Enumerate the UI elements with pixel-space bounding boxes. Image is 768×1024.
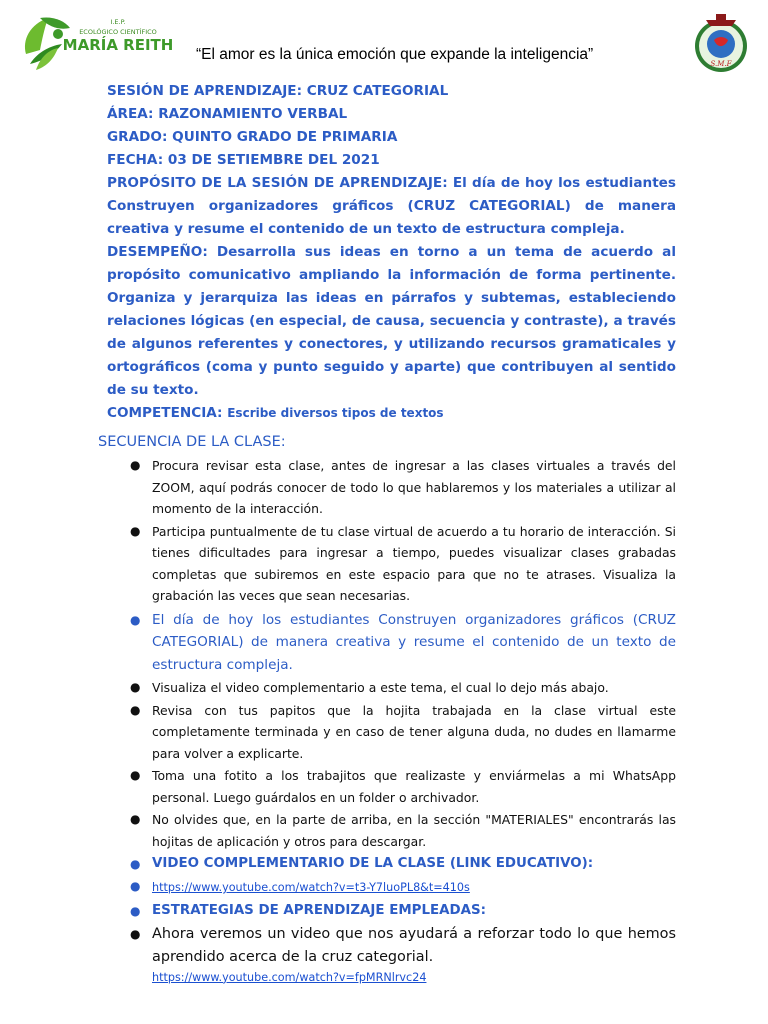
session-info xyxy=(107,80,676,425)
bullet-icon: ● xyxy=(130,879,141,893)
grade-line: GRADO: QUINTO GRADO DE PRIMARIA xyxy=(107,129,398,145)
school-logo xyxy=(18,10,198,72)
item-text: Procura revisar esta clase, antes de ingresar a las clases virtuales a través del ZOOM, aquí podrás conocer de todo lo que hablaremos y los materiales a utilizar al momento de la interacción. xyxy=(152,458,676,516)
bullet-icon: ● xyxy=(130,702,141,717)
bullet-icon: ● xyxy=(130,680,141,694)
competence-label: COMPETENCIA: xyxy=(107,405,228,421)
list-item xyxy=(116,609,676,677)
bullet-icon: ● xyxy=(130,768,141,782)
performance-paragraph: DESEMPEÑO: Desarrolla sus ideas en torno a un tema de acuerdo al propósito comunicativo ampliando la información de forma pertinente. Organiza y jerarquiza las ideas en párrafos y subtemas, estableciendo relaciones lógicas (en especial, de causa, secuencia y contraste), a través de algunos referentes y conectores, y utilizando recursos gramaticales y ortográficos (coma y punto seguido y aparte) que contribuyen al sentido de su texto. xyxy=(107,244,676,398)
list-item xyxy=(116,700,676,765)
page-header xyxy=(0,0,768,80)
school-seal xyxy=(688,10,754,76)
purpose-paragraph: PROPÓSITO DE LA SESIÓN DE APRENDIZAJE: El día de hoy los estudiantes Construyen organizadores gráficos (CRUZ CATEGORIAL) de manera creativa y resume el contenido de un texto de estructura compleja. xyxy=(107,175,676,237)
strategies-link[interactable]: https://www.youtube.com/watch?v=fpMRNlrvc24 xyxy=(152,970,427,984)
item-text: No olvides que, en la parte de arriba, en la sección "MATERIALES" encontrarás las hojitas de aplicación y otros para descargar. xyxy=(152,812,676,849)
session-title: SESIÓN DE APRENDIZAJE: CRUZ CATEGORIAL xyxy=(107,83,449,99)
bullet-icon: ● xyxy=(130,523,141,538)
logo-line-3: MARÍA REITH xyxy=(62,36,174,54)
item-text: Revisa con tus papitos que la hojita trabajada en la clase virtual este completamente terminada y en caso de tener alguna duda, no dudes en llamarme para volver a explicarte. xyxy=(152,702,676,761)
item-text: Visualiza el video complementario a este tema, el cual lo dejo más abajo. xyxy=(152,680,609,695)
motto-text: “El amor es la única emoción que expande la inteligencia” xyxy=(196,46,594,63)
sequence-title: SECUENCIA DE LA CLASE: xyxy=(98,434,286,450)
video-link[interactable]: https://www.youtube.com/watch?v=t3-Y7luoPL8&t=410s xyxy=(152,881,470,894)
list-item xyxy=(116,521,676,607)
bullet-icon: ● xyxy=(130,612,141,627)
logo-line-1: I.E.P. xyxy=(110,18,126,26)
sequence-list xyxy=(116,455,676,988)
date-line: FECHA: 03 DE SETIEMBRE DEL 2021 xyxy=(107,152,380,168)
list-item xyxy=(116,765,676,808)
strategies-text: Ahora veremos un video que nos ayudará a reforzar todo lo que hemos aprendido acerca de la cruz categorial. xyxy=(152,925,676,965)
bullet-icon: ● xyxy=(130,926,141,941)
video-link-item xyxy=(116,876,676,899)
list-item xyxy=(116,677,676,699)
list-item xyxy=(116,455,676,520)
seal-text: S.M.F xyxy=(710,60,732,68)
bullet-icon: ● xyxy=(130,458,141,472)
bullet-icon: ● xyxy=(130,903,141,918)
logo-line-2: ECOLÓGICO CIENTÍFICO xyxy=(79,28,157,36)
strategies-heading-text: ESTRATEGIAS DE APRENDIZAJE EMPLEADAS: xyxy=(152,902,487,918)
item-text: Toma una fotito a los trabajitos que realizaste y enviármelas a mi WhatsApp personal. Luego guárdalos en un folder o archivador. xyxy=(152,768,676,805)
competence-line xyxy=(107,402,676,425)
bullet-icon: ● xyxy=(130,857,141,871)
strategies-item xyxy=(116,923,676,987)
competence-value: Escribe diversos tipos de textos xyxy=(227,406,444,420)
video-heading xyxy=(116,853,676,875)
area-line: ÁREA: RAZONAMIENTO VERBAL xyxy=(107,106,348,122)
item-text: El día de hoy los estudiantes Construyen organizadores gráficos (CRUZ CATEGORIAL) de manera creativa y resume el contenido de un texto de estructura compleja. xyxy=(152,611,676,673)
item-text: Participa puntualmente de tu clase virtual de acuerdo a tu horario de interacción. Si tienes dificultades para ingresar a tiempo, puedes visualizar clases grabadas completas que subiremos en este espacio para que no te atrases. Visualiza la grabación las veces que sean necesarias. xyxy=(152,523,676,603)
bullet-icon: ● xyxy=(130,812,141,826)
strategies-heading xyxy=(116,900,676,922)
video-heading-text: VIDEO COMPLEMENTARIO DE LA CLASE (LINK EDUCATIVO): xyxy=(152,856,594,871)
list-item xyxy=(116,809,676,852)
